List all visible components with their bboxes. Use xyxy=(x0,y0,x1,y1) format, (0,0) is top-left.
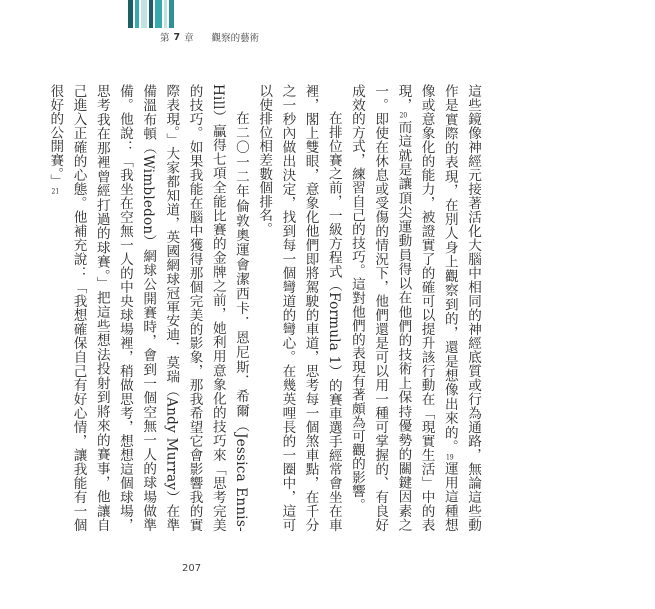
paragraph-text: 這些鏡像神經元接著活化大腦中相同的神經底質或行為通路，無論這些動作是實際的表現，在別人身上觀察到的，還是想像出來的。 xyxy=(441,84,481,532)
chapter-number: 7 xyxy=(173,31,181,43)
chapter-title: 觀察的藝術 xyxy=(211,33,260,44)
stripe-4 xyxy=(149,0,153,28)
page-number: 207 xyxy=(182,563,202,574)
paragraph xyxy=(345,84,484,532)
chapter-suffix: 章 xyxy=(184,33,194,44)
stripe-1 xyxy=(128,0,133,28)
stripe-6 xyxy=(164,0,167,28)
footnote-marker: 20 xyxy=(399,112,408,120)
stripe-5 xyxy=(155,0,162,28)
paragraph xyxy=(43,84,252,532)
header-decoration-stripes xyxy=(128,0,176,28)
paragraph xyxy=(252,84,345,532)
paragraph-text: 運用這種想像或意象化的能力，被證實了的確可以提升該行動在「現實生活」中的表現， xyxy=(395,84,458,532)
chapter-header xyxy=(160,29,259,45)
paragraph-text: 在排位賽之前，一級方程式（Formula 1）的賽車選手經常會坐在車裡，閣上雙眼，意象化他們即將駕駛的車道，思考每一個煞車點，在千分之一秒內做出決定，找到每一個彎道的彎心。在幾英哩長的一圈中，這可以使排位相差數個排名。 xyxy=(256,84,342,532)
paragraph-text: 在二〇一二年倫敦奧運會潔西卡．恩尼斯．希爾（Jessica Ennis-Hill）贏得七項全能比賽的金牌之前，她利用意象化的技巧來「思考完美的技巧。如果我能在腦中獲得那個完美的影象，那我希望它會影響我的實際表現。」大家都知道，英國網球冠軍安迪．莫瑞（Andy Murray）在準備溫布頓（Wimbledon）網球公開賽時，會到一個空無一人的球場做準備。他說：「我坐在空無一人的中央球場裡，稍做思考，想想這個球場，思考我在那裡曾經打過的球賽。」把這些想法投射到將來的賽事，他讓自己進入正確的心態。他補充說：「我想確保自己有好心情，讓我能有一個很好的公開賽。」 xyxy=(47,84,249,532)
chapter-prefix: 第 xyxy=(160,33,170,44)
paragraph-text: 而這就是讓頂尖運動員得以在他們的技術上保持優勢的關鍵因素之一。即使在休息或受傷的情況下，他們還是可以用一種可掌握的、有良好成效的方式，練習自己的技巧。這對他們的表現有著頗為可觀的影響。 xyxy=(348,84,412,532)
body-text xyxy=(47,84,484,532)
stripe-3 xyxy=(141,0,147,28)
stripe-2 xyxy=(135,0,139,28)
footnote-marker: 19 xyxy=(445,453,454,461)
stripe-7 xyxy=(169,0,174,28)
footnote-marker: 21 xyxy=(51,187,60,195)
